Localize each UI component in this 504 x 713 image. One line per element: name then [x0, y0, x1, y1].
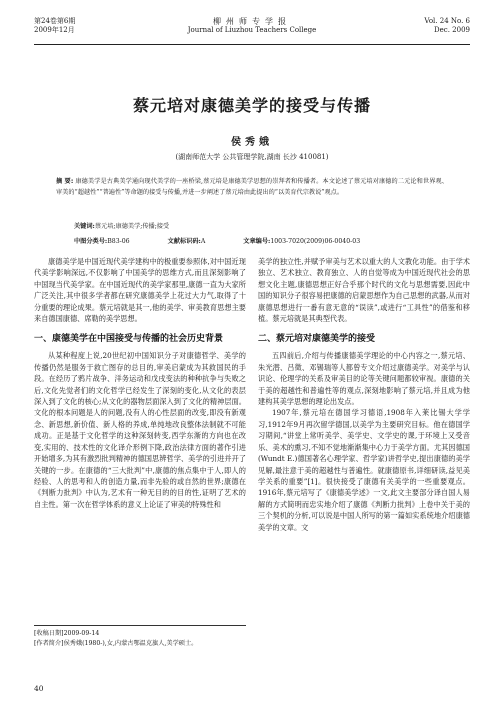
keywords-text: 蔡元培;康德美学;传播;接受 [94, 223, 170, 230]
intro-paragraph: 康德美学是中国近现代美学建构中的极重要参照体,对中国近现代美学影响深远,不仅影响了中国美学的思维方式,而且深刻影响了中国现当代美学家。在中国近现代的美学家那里,康德一直为大家所广泛关注,其中很多学者都在研究康德美学上花过大力气,取得了十分重要的理论成果。蔡元培就是其一,他的美学、审美教育思想主要来自德国康德、席勒的美学思想。 [34, 257, 246, 324]
left-column [34, 256, 246, 510]
doc-code-label: 文献标识码: [167, 238, 201, 245]
header-right [424, 17, 470, 35]
volume-label: Vol. 24 No. 6 [424, 17, 470, 25]
received-date: [收稿日期]2009-09-14 [34, 630, 100, 637]
keywords-label: 关键词: [74, 223, 95, 230]
section-2-paragraph-2: 1907年,蔡元培在德国学习德语,1908年入莱比锡大学学习,1912年9月再次留学德国,以美学为主要研究目标。他在德国学习期间,“讲堂上常听美学、美学史、文学史的课,于环境上又受音乐、美术的熏习,不知不觉地渐渐集中心力于美学方面。尤其因德国(Wundt E.)德国著名心理学家、哲学家)讲哲学史,提出康德的美学见解,最注意于美的超越性与普遍性。就康德原书,详细研读,益见美学关系的重要”[1]。很快接受了康德有关美学的一些重要观点。1916年,蔡元培写了《康德美学述》一文,此文主要部分译自国人易解的方式简明而忠实地介绍了康德《判断力批判》上卷中关于美的三个契机的分析,可以说是中国人所写的第一篇如实系统地介绍康德美学的文章。文 [258, 408, 470, 532]
keywords-line [74, 221, 169, 230]
continuation-paragraph: 美学的独立性,并赋予审美与艺术以重大的人文教化功能。由于学术独立、艺术独立、教育独立、人的自觉等成为中国近现代社会的思想文化主题,康德思想正好合乎那个时代的文化与思想需要,因此中国的知识分子很容易把康德的启蒙思想作为自己思想的武器,从而对康德思想进行一番有意无意的“误读”,或进行“工具性”的借鉴和移植。蔡元培就是其典型代表。 [258, 257, 470, 324]
footnote-rule [34, 625, 246, 626]
section-1-heading: 一、康德美学在中国接受与传播的社会历史背景 [34, 334, 224, 345]
journal-name-cn: 柳州师专学报 [213, 17, 291, 26]
issue-date: 2009年12月 [34, 26, 75, 34]
page-number: 40 [34, 684, 44, 693]
author-name: 侯秀娥 [231, 137, 273, 148]
abstract-label: 摘 要: [56, 178, 74, 185]
article-no-value: 1003-7020(2009)06-0040-03 [270, 238, 361, 245]
abstract-text: 康德美学是古典美学通向现代美学的一座桥梁,蔡元培是康德美学思想的崇拜者和传播者。本文论述了蔡元培对康德的二元论和世界观、审美的“超越性”“普遍性”等命题的接受与传播,并进一步阐述了蔡元培由此提出的“以美育代宗教说”观点。 [56, 178, 448, 196]
author-affiliation: (湖南师范大学 公共管理学院,湖南 长沙 410081) [175, 153, 329, 161]
section-1-paragraph: 从某种程度上说,20世纪初中国知识分子对康德哲学、美学的传播仍然是服务于救亡图存的总目的,审美启蒙成为其救国民的手段。在经历了鸦片战争、洋务运动和戊戌变法的种种抗争与失败之后,文化先觉者们的文化哲学已经发生了深刻的变化,从文化的表层深入到了文化的核心;从文化的器物层面深入到了文化的精神层面。文化的根本问题是人的问题,没有人的心性层面的改变,即没有新观念、新思想,新价值、新人格的养成,单纯地改良整体法制就不可能成功。正是基于文化哲学的这种深刻转变,西学东渐的方向也在改变,实用的、技术性的文化译介形例下降,政治法律方面的著作引进开始增多,为其有激烈批判精神的德国思辨哲学、美学的引进并开了关键的一步。在康德的“三大批判”中,康德的焦点集中于人,即人的经验、人的思考和人的创造力量,而非先验的或自然的世界;康德在《判断力批判》中认为,艺术有一种无目的的目的性,证明了艺术的自主性。第一次在哲学体系的意义上论证了审美的特殊性和 [34, 351, 246, 509]
section-2-paragraph-1: 五四前后,介绍与传播康德美学理论的中心内容之一,蔡元培、朱光潜、吕徵、邓锡瑞等人都曾专文介绍过康德美学。对美学与认识论、伦理学的关系及审美目的论等关键问题都较审视。康德的关于美的超越性和普遍性等的观点,深刻地影响了蔡元培,并且成为他建构其美学思想的理论出发点。 [258, 351, 470, 407]
clc-value: B83-06 [107, 238, 130, 245]
footnotes [34, 629, 246, 649]
section-2-heading: 二、蔡元培对康德美学的接受 [258, 334, 376, 345]
article-no-label: 文章编号: [243, 238, 271, 245]
running-header [34, 17, 470, 43]
classification-line [74, 236, 396, 245]
article-title: 蔡元培对康德美学的接受与传播 [132, 96, 371, 115]
right-column [258, 256, 470, 533]
author-bio: [作者简介]侯秀娥(1980-),女,内蒙古鄂温克旗人,美学硕士。 [34, 640, 198, 647]
header-rule [34, 44, 470, 45]
journal-name-en: Journal of Liuzhou Teachers College [187, 26, 317, 34]
clc-label: 中图分类号: [74, 238, 108, 245]
volume-date: Dec. 2009 [434, 26, 470, 34]
issue-label: 第24卷第6期 [34, 17, 76, 25]
abstract [56, 176, 448, 198]
header-center [34, 17, 470, 35]
doc-code-value: A [200, 238, 206, 245]
